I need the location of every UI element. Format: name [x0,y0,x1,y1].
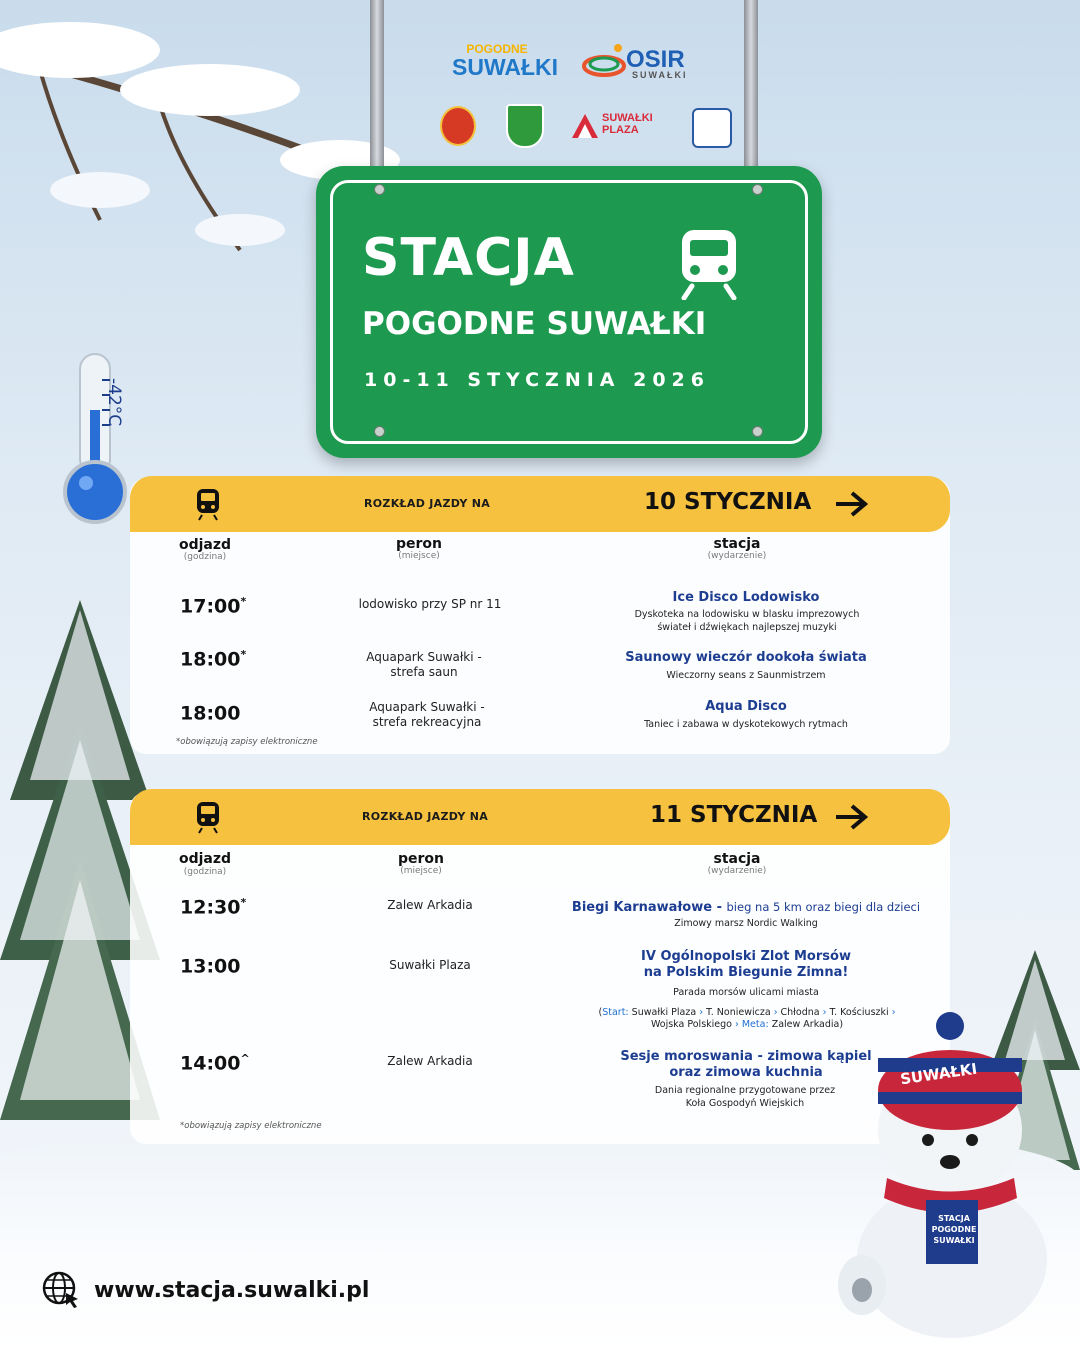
train-icon [678,228,740,300]
column-sub-platform: (miejsce) [398,551,440,561]
route-separator: › [773,1007,778,1018]
sign-dates: 10-11 STYCZNIA 2026 [364,369,710,391]
plaza-triangle-icon [572,114,598,138]
logo-plaza-line2: PLAZA [602,124,639,136]
row-description: Dyskoteka na lodowisku w blasku imprezowych świateł i dźwiękach najlepszej muzyki [634,609,860,633]
route-via: T. Noniewicza [706,1007,771,1018]
route-separator: › [735,1019,739,1030]
arrow-right-icon [834,803,868,831]
row-time-value: 18:00 [180,702,241,725]
route-via: Wojska Polskiego [650,1019,732,1030]
bear-scarf-text: STACJA POGODNE SUWAŁKI [931,1214,977,1245]
website-link[interactable]: www.stacja.suwalki.pl [94,1278,370,1303]
row-event [556,899,936,916]
sign-bolt [374,184,385,195]
sign-bolt [752,184,763,195]
row-time [180,955,240,977]
column-sub-station: (wydarzenie) [707,866,767,876]
row-place: Aquapark Suwałki - strefa rekreacyjna [369,700,485,729]
row-event: Aqua Disco [705,699,787,714]
column-header-platform: peron [397,851,444,867]
logo-pogodne-line2: SUWAŁKI [452,54,559,80]
route-start-label: Start: [602,1007,629,1018]
row-description: Zimowy marsz Nordic Walking [674,918,818,929]
emblem-rescue-icon [692,108,732,148]
row-time [180,648,246,670]
route-start: Suwałki Plaza [631,1007,697,1018]
registration-note: *obowiązują zapisy elektroniczne [180,1121,322,1131]
row-place: Aquapark Suwałki - strefa saun [366,650,482,679]
route-via: T. Kościuszki [829,1007,889,1018]
row-time-mark: * [240,595,247,608]
bear-hat-text: SUWAŁKI [899,1059,979,1089]
row-time [180,1052,250,1074]
osir-swoosh-icon [582,40,628,80]
column-sub-platform: (miejsce) [400,866,442,876]
row-place: Zalew Arkadia [387,1054,473,1068]
row-time [180,702,240,724]
arrow-right-icon [834,490,868,518]
train-icon [196,802,220,834]
logo-plaza-line1: SUWAŁKI [602,112,653,124]
row-description: Wieczorny seans z Saunmistrzem [666,670,826,681]
sign-subtitle: POGODNE SUWAŁKI [362,306,707,342]
column-sub-station: (wydarzenie) [707,551,767,561]
sign-title: STACJA [362,228,575,288]
schedule-header-day2 [130,789,950,845]
thermometer-icon [58,350,138,528]
row-place: Suwałki Plaza [389,958,471,972]
sign-bolt [752,426,763,437]
row-time-value: 13:00 [180,955,241,978]
registration-note: *obowiązują zapisy elektroniczne [176,737,318,747]
column-header-departure: odjazd [178,851,232,867]
row-event: Saunowy wieczór dookoła świata [625,650,867,665]
route-separator: › [699,1007,704,1018]
station-sign [316,166,822,458]
row-time-value: 18:00 [180,648,241,671]
route-open: ( [598,1007,603,1018]
thermometer-reading: -42°C [104,378,124,427]
schedule-date: 10 STYCZNIA [644,489,812,515]
globe-icon [42,1271,80,1309]
column-header-station: stacja [713,536,761,552]
sign-pole-right [744,0,758,175]
column-sub-departure: (godzina) [183,867,227,877]
row-time-value: 12:30 [180,896,241,919]
row-event: IV Ogólnopolski Zlot Morsów na Polskim Biegunie Zimna! [641,949,851,980]
route-separator: › [891,1007,896,1018]
row-time-mark: ^ [240,1052,250,1065]
schedule-header-day1 [130,476,950,532]
train-icon [196,489,220,521]
sign-pole-left [370,0,384,175]
logo-osir-main: OSIR [626,46,685,73]
row-place: Zalew Arkadia [387,898,473,912]
logo-pogodne-line1: POGODNE [466,42,528,56]
column-header-departure: odjazd [178,537,232,553]
row-place: lodowisko przy SP nr 11 [358,597,502,611]
route-meta-label: Meta: [741,1019,769,1030]
logo-osir-sub: SUWAŁKI [632,70,688,80]
column-header-station: stacja [713,851,761,867]
row-description: Taniec i zabawa w dyskotekowych rytmach [644,719,848,730]
route-separator: › [822,1007,827,1018]
schedule-label: ROZKŁAD JAZDY NA [362,810,489,823]
row-event-title: Biegi Karnawałowe - [571,900,722,915]
row-description: Dania regionalne przygotowane przez Koła Gospodyń Wiejskich [654,1085,836,1109]
emblem-city-coat-of-arms-icon [506,104,544,148]
row-event: Ice Disco Lodowisko [672,590,820,605]
row-time [180,896,246,918]
route-via: Chłodna [780,1007,820,1018]
row-time-mark: * [240,896,247,909]
sign-bolt [374,426,385,437]
row-time-mark: * [240,648,247,661]
route-meta: Zalew Arkadia) [771,1019,844,1030]
row-event: Sesje moroswania - zimowa kąpiel oraz zimowa kuchnia [620,1049,872,1080]
logo-pogodne-suwalki [452,42,559,80]
row-event-extra: bieg na 5 km oraz biegi dla dzieci [726,900,921,914]
row-time-value: 17:00 [180,595,241,618]
row-time [180,595,246,617]
polar-bear-mascot [832,1000,1062,1340]
row-time-value: 14:00 [180,1052,241,1075]
row-description: Parada morsów ulicami miasta [673,987,819,998]
column-header-platform: peron [395,536,442,552]
column-sub-departure: (godzina) [183,552,227,562]
schedule-label: ROZKŁAD JAZDY NA [364,497,491,510]
schedule-date: 11 STYCZNIA [650,802,818,828]
emblem-club-icon [440,106,476,146]
